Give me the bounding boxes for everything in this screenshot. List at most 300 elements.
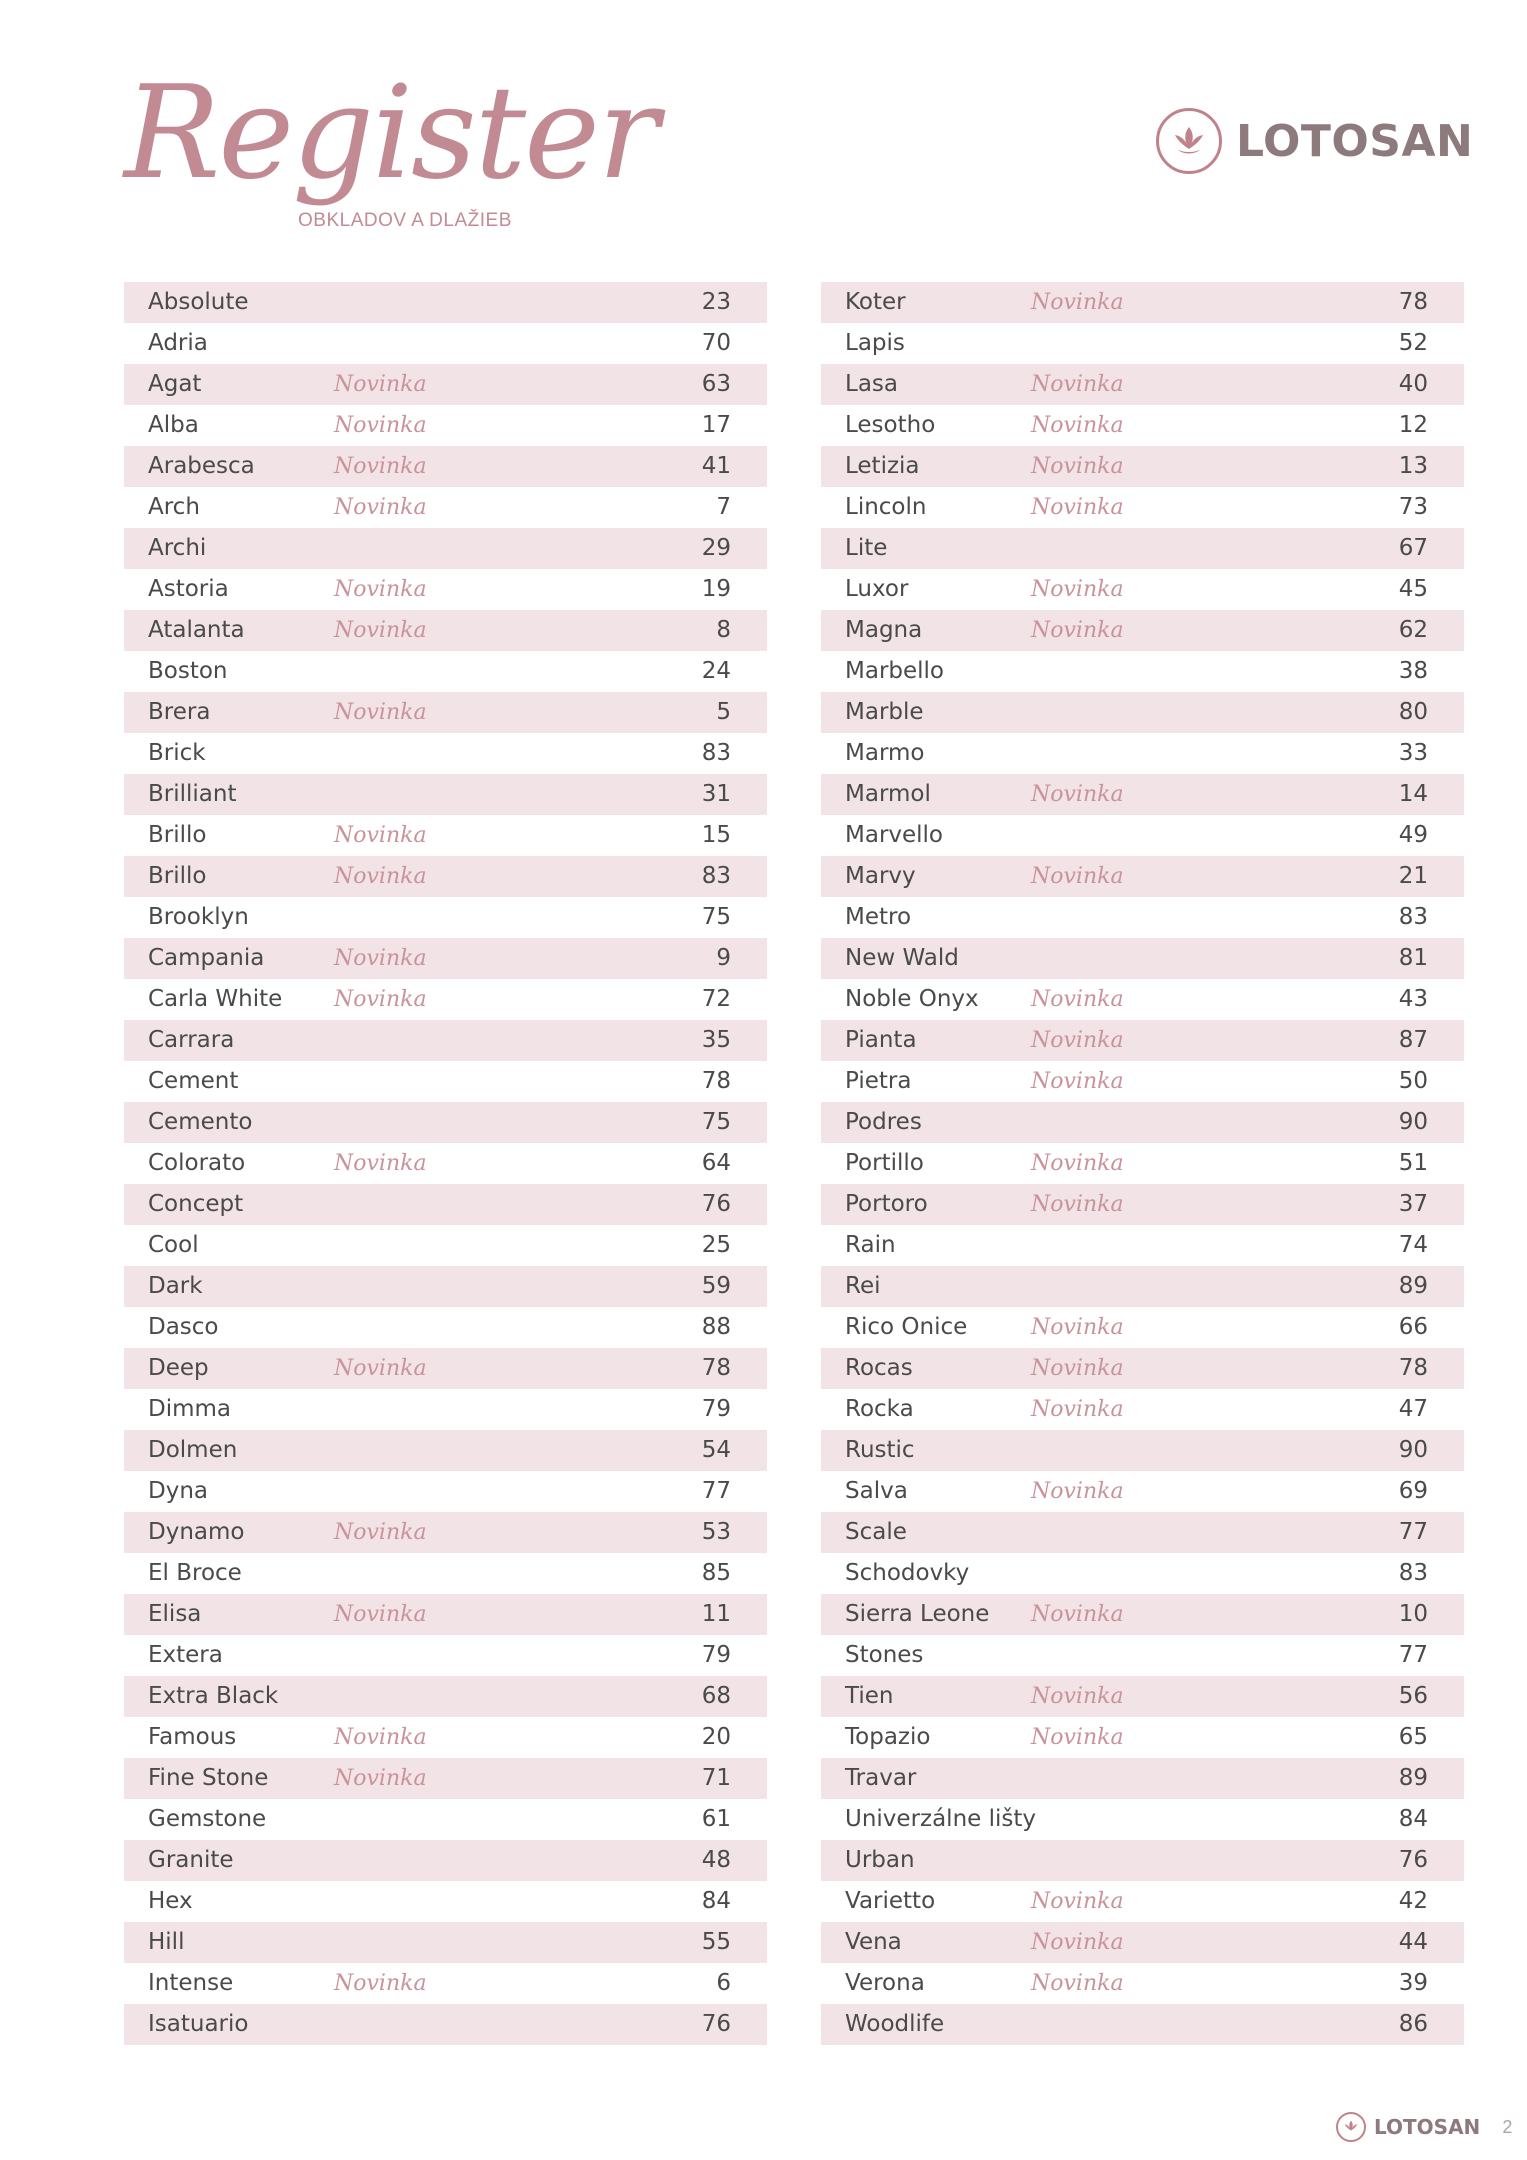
- page-number: 2: [1502, 2116, 1513, 2137]
- entry-page-number: 9: [716, 945, 731, 971]
- register-entry: [124, 1184, 767, 1225]
- entry-name: Brilliant: [148, 781, 237, 807]
- register-entry: [821, 1020, 1464, 1061]
- novinka-label: Novinka: [334, 1151, 427, 1176]
- entry-page-number: 78: [701, 1068, 731, 1094]
- register-entry: [821, 1266, 1464, 1307]
- entry-name: Noble Onyx: [845, 986, 979, 1012]
- entry-page-number: 81: [1398, 945, 1428, 971]
- register-entry: [124, 528, 767, 569]
- register-entry: [124, 774, 767, 815]
- entry-name: Adria: [148, 330, 208, 356]
- entry-page-number: 85: [701, 1560, 731, 1586]
- entry-name: Arabesca: [148, 453, 255, 479]
- register-entry: [821, 528, 1464, 569]
- entry-page-number: 13: [1398, 453, 1428, 479]
- entry-page-number: 25: [701, 1232, 731, 1258]
- entry-name: Marmol: [845, 781, 931, 807]
- entry-page-number: 80: [1398, 699, 1428, 725]
- register-entry: [124, 1840, 767, 1881]
- novinka-label: Novinka: [1031, 1930, 1124, 1955]
- entry-name: Salva: [845, 1478, 908, 1504]
- entry-page-number: 41: [701, 453, 731, 479]
- register-entry: [821, 1471, 1464, 1512]
- register-entry: [821, 1635, 1464, 1676]
- entry-name: Deep: [148, 1355, 209, 1381]
- entry-page-number: 44: [1398, 1929, 1428, 1955]
- page-subtitle: OBKLADOV A DLAŽIEB: [298, 210, 512, 231]
- register-entry: [821, 1307, 1464, 1348]
- entry-page-number: 35: [701, 1027, 731, 1053]
- register-entry: [124, 1758, 767, 1799]
- entry-page-number: 77: [701, 1478, 731, 1504]
- entry-name: Brooklyn: [148, 904, 249, 930]
- register-entry: [124, 1430, 767, 1471]
- entry-name: Letizia: [845, 453, 920, 479]
- entry-name: Gemstone: [148, 1806, 267, 1832]
- entry-page-number: 23: [701, 289, 731, 315]
- register-entry: [821, 1758, 1464, 1799]
- register-entry: [821, 1061, 1464, 1102]
- register-entry: [124, 1717, 767, 1758]
- novinka-label: Novinka: [1031, 454, 1124, 479]
- entry-name: Dyna: [148, 1478, 208, 1504]
- novinka-label: Novinka: [1031, 372, 1124, 397]
- register-entry: [821, 774, 1464, 815]
- entry-name: Cool: [148, 1232, 199, 1258]
- novinka-label: Novinka: [334, 372, 427, 397]
- entry-name: Pianta: [845, 1027, 917, 1053]
- entry-page-number: 53: [701, 1519, 731, 1545]
- register-entry: [124, 856, 767, 897]
- entry-page-number: 24: [701, 658, 731, 684]
- entry-page-number: 12: [1398, 412, 1428, 438]
- entry-name: Campania: [148, 945, 265, 971]
- register-entry: [124, 1020, 767, 1061]
- novinka-label: Novinka: [1031, 1684, 1124, 1709]
- register-right-column: [821, 282, 1464, 2045]
- entry-name: El Broce: [148, 1560, 242, 1586]
- entry-name: Portillo: [845, 1150, 924, 1176]
- entry-page-number: 88: [701, 1314, 731, 1340]
- entry-page-number: 10: [1398, 1601, 1428, 1627]
- register-entry: [124, 1348, 767, 1389]
- entry-name: Arch: [148, 494, 200, 520]
- entry-page-number: 19: [701, 576, 731, 602]
- entry-name: Alba: [148, 412, 199, 438]
- register-entry: [124, 1553, 767, 1594]
- entry-page-number: 40: [1398, 371, 1428, 397]
- entry-page-number: 31: [701, 781, 731, 807]
- register-entry: [124, 1389, 767, 1430]
- register-entry: [124, 815, 767, 856]
- register-entry: [124, 1061, 767, 1102]
- register-entry: [821, 1922, 1464, 1963]
- register-entry: [821, 1594, 1464, 1635]
- register-entry: [821, 364, 1464, 405]
- entry-name: Dasco: [148, 1314, 219, 1340]
- register-entry: [124, 1512, 767, 1553]
- entry-page-number: 89: [1398, 1765, 1428, 1791]
- novinka-label: Novinka: [334, 618, 427, 643]
- register-entry: [821, 1676, 1464, 1717]
- entry-name: Cemento: [148, 1109, 253, 1135]
- page-title: Register: [124, 59, 658, 208]
- register-entry: [124, 446, 767, 487]
- entry-name: Dolmen: [148, 1437, 238, 1463]
- entry-name: Verona: [845, 1970, 925, 1996]
- entry-page-number: 78: [701, 1355, 731, 1381]
- entry-name: Cement: [148, 1068, 239, 1094]
- entry-name: Marbello: [845, 658, 944, 684]
- novinka-label: Novinka: [1031, 864, 1124, 889]
- entry-page-number: 86: [1398, 2011, 1428, 2037]
- entry-name: Marvy: [845, 863, 916, 889]
- entry-page-number: 59: [701, 1273, 731, 1299]
- novinka-label: Novinka: [334, 495, 427, 520]
- register-entry: [124, 651, 767, 692]
- entry-name: Scale: [845, 1519, 907, 1545]
- entry-name: Atalanta: [148, 617, 245, 643]
- register-entry: [821, 979, 1464, 1020]
- entry-page-number: 52: [1398, 330, 1428, 356]
- brand-header: [1156, 108, 1473, 174]
- entry-page-number: 55: [701, 1929, 731, 1955]
- register-entry: [821, 569, 1464, 610]
- entry-page-number: 67: [1398, 535, 1428, 561]
- entry-page-number: 17: [701, 412, 731, 438]
- entry-name: Rico Onice: [845, 1314, 968, 1340]
- entry-page-number: 21: [1398, 863, 1428, 889]
- register-entry: [821, 487, 1464, 528]
- novinka-label: Novinka: [334, 1766, 427, 1791]
- register-entry: [821, 282, 1464, 323]
- entry-name: Intense: [148, 1970, 234, 1996]
- register-entry: [124, 692, 767, 733]
- entry-page-number: 5: [716, 699, 731, 725]
- entry-page-number: 65: [1398, 1724, 1428, 1750]
- register-entry: [124, 1307, 767, 1348]
- entry-name: Podres: [845, 1109, 922, 1135]
- novinka-label: Novinka: [334, 1602, 427, 1627]
- entry-name: Dynamo: [148, 1519, 245, 1545]
- entry-name: Concept: [148, 1191, 244, 1217]
- novinka-label: Novinka: [1031, 413, 1124, 438]
- entry-page-number: 11: [701, 1601, 731, 1627]
- register-entry: [821, 1553, 1464, 1594]
- entry-page-number: 45: [1398, 576, 1428, 602]
- novinka-label: Novinka: [1031, 577, 1124, 602]
- entry-page-number: 51: [1398, 1150, 1428, 1176]
- entry-page-number: 66: [1398, 1314, 1428, 1340]
- register-entry: [821, 1430, 1464, 1471]
- entry-page-number: 78: [1398, 289, 1428, 315]
- entry-page-number: 29: [701, 535, 731, 561]
- entry-page-number: 69: [1398, 1478, 1428, 1504]
- entry-page-number: 8: [716, 617, 731, 643]
- novinka-label: Novinka: [334, 1971, 427, 1996]
- register-entry: [124, 487, 767, 528]
- entry-page-number: 33: [1398, 740, 1428, 766]
- entry-page-number: 15: [701, 822, 731, 848]
- register-entry: [821, 323, 1464, 364]
- register-entry: [124, 1963, 767, 2004]
- novinka-label: Novinka: [1031, 1356, 1124, 1381]
- entry-name: Brillo: [148, 863, 207, 889]
- entry-name: Lite: [845, 535, 888, 561]
- entry-page-number: 50: [1398, 1068, 1428, 1094]
- entry-name: New Wald: [845, 945, 959, 971]
- entry-name: Colorato: [148, 1150, 246, 1176]
- register-entry: [821, 1881, 1464, 1922]
- entry-page-number: 83: [701, 740, 731, 766]
- entry-page-number: 38: [1398, 658, 1428, 684]
- entry-name: Fine Stone: [148, 1765, 269, 1791]
- entry-page-number: 78: [1398, 1355, 1428, 1381]
- entry-page-number: 84: [1398, 1806, 1428, 1832]
- register-entry: [124, 1266, 767, 1307]
- entry-page-number: 54: [701, 1437, 731, 1463]
- footer-brand: LOTOSAN: [1374, 2115, 1481, 2139]
- register-entry: [821, 733, 1464, 774]
- entry-page-number: 61: [701, 1806, 731, 1832]
- entry-page-number: 75: [701, 1109, 731, 1135]
- register-left-column: [124, 282, 767, 2045]
- register-entry: [821, 1717, 1464, 1758]
- entry-page-number: 89: [1398, 1273, 1428, 1299]
- register-entry: [821, 610, 1464, 651]
- entry-page-number: 68: [701, 1683, 731, 1709]
- entry-name: Portoro: [845, 1191, 928, 1217]
- novinka-label: Novinka: [1031, 1028, 1124, 1053]
- entry-page-number: 83: [1398, 1560, 1428, 1586]
- register-entry: [124, 897, 767, 938]
- entry-name: Lesotho: [845, 412, 936, 438]
- entry-page-number: 90: [1398, 1109, 1428, 1135]
- entry-name: Schodovky: [845, 1560, 970, 1586]
- register-entry: [821, 938, 1464, 979]
- register-entry: [821, 1225, 1464, 1266]
- novinka-label: Novinka: [334, 577, 427, 602]
- entry-name: Dark: [148, 1273, 203, 1299]
- entry-name: Brick: [148, 740, 206, 766]
- entry-name: Astoria: [148, 576, 229, 602]
- novinka-label: Novinka: [334, 413, 427, 438]
- entry-name: Rocas: [845, 1355, 913, 1381]
- entry-name: Brillo: [148, 822, 207, 848]
- register-entry: [124, 1922, 767, 1963]
- novinka-label: Novinka: [1031, 290, 1124, 315]
- novinka-label: Novinka: [334, 454, 427, 479]
- register-entry: [124, 1881, 767, 1922]
- novinka-label: Novinka: [334, 987, 427, 1012]
- entry-page-number: 56: [1398, 1683, 1428, 1709]
- register-entry: [124, 323, 767, 364]
- register-entry: [821, 1963, 1464, 2004]
- entry-name: Sierra Leone: [845, 1601, 990, 1627]
- entry-name: Archi: [148, 535, 207, 561]
- register-entry: [124, 1225, 767, 1266]
- entry-page-number: 14: [1398, 781, 1428, 807]
- entry-page-number: 42: [1398, 1888, 1428, 1914]
- entry-name: Elisa: [148, 1601, 202, 1627]
- entry-page-number: 77: [1398, 1519, 1428, 1545]
- register-entry: [821, 1348, 1464, 1389]
- novinka-label: Novinka: [1031, 1069, 1124, 1094]
- novinka-label: Novinka: [334, 1520, 427, 1545]
- entry-name: Urban: [845, 1847, 915, 1873]
- register-entry: [821, 1143, 1464, 1184]
- entry-name: Magna: [845, 617, 923, 643]
- entry-page-number: 87: [1398, 1027, 1428, 1053]
- entry-name: Lasa: [845, 371, 898, 397]
- register-entry: [821, 405, 1464, 446]
- entry-page-number: 77: [1398, 1642, 1428, 1668]
- entry-name: Absolute: [148, 289, 249, 315]
- brand-name: LOTOSAN: [1236, 115, 1474, 167]
- entry-name: Brera: [148, 699, 211, 725]
- entry-name: Luxor: [845, 576, 909, 602]
- entry-name: Agat: [148, 371, 202, 397]
- register-entry: [821, 897, 1464, 938]
- entry-page-number: 6: [716, 1970, 731, 1996]
- novinka-label: Novinka: [334, 864, 427, 889]
- entry-name: Isatuario: [148, 2011, 249, 2037]
- novinka-label: Novinka: [1031, 1397, 1124, 1422]
- entry-page-number: 84: [701, 1888, 731, 1914]
- entry-name: Extera: [148, 1642, 223, 1668]
- footer: [1336, 2112, 1512, 2142]
- entry-page-number: 83: [1398, 904, 1428, 930]
- entry-name: Rei: [845, 1273, 881, 1299]
- register-entry: [821, 2004, 1464, 2045]
- entry-page-number: 37: [1398, 1191, 1428, 1217]
- novinka-label: Novinka: [1031, 1971, 1124, 1996]
- entry-name: Rain: [845, 1232, 896, 1258]
- register-entry: [124, 938, 767, 979]
- register-entry: [821, 1102, 1464, 1143]
- entry-name: Famous: [148, 1724, 237, 1750]
- entry-page-number: 79: [701, 1642, 731, 1668]
- entry-name: Stones: [845, 1642, 924, 1668]
- novinka-label: Novinka: [1031, 1151, 1124, 1176]
- register-entry: [124, 2004, 767, 2045]
- entry-name: Carla White: [148, 986, 283, 1012]
- novinka-label: Novinka: [1031, 1192, 1124, 1217]
- register-entry: [124, 1594, 767, 1635]
- register-entry: [124, 1799, 767, 1840]
- entry-name: Pietra: [845, 1068, 912, 1094]
- novinka-label: Novinka: [1031, 1889, 1124, 1914]
- novinka-label: Novinka: [1031, 618, 1124, 643]
- entry-page-number: 70: [701, 330, 731, 356]
- novinka-label: Novinka: [334, 823, 427, 848]
- entry-name: Boston: [148, 658, 228, 684]
- entry-name: Rocka: [845, 1396, 914, 1422]
- entry-name: Carrara: [148, 1027, 235, 1053]
- entry-page-number: 43: [1398, 986, 1428, 1012]
- register-entry: [821, 1184, 1464, 1225]
- register-entry: [124, 364, 767, 405]
- entry-name: Hex: [148, 1888, 193, 1914]
- entry-name: Topazio: [845, 1724, 931, 1750]
- lotus-icon: [1156, 108, 1222, 174]
- entry-name: Koter: [845, 289, 906, 315]
- register-entry: [821, 692, 1464, 733]
- register-entry: [124, 1102, 767, 1143]
- register-entry: [821, 856, 1464, 897]
- register-entry: [124, 282, 767, 323]
- register-entry: [124, 569, 767, 610]
- register-entry: [124, 1635, 767, 1676]
- entry-page-number: 71: [701, 1765, 731, 1791]
- entry-page-number: 90: [1398, 1437, 1428, 1463]
- entry-name: Travar: [845, 1765, 917, 1791]
- entry-name: Extra Black: [148, 1683, 279, 1709]
- register-entry: [124, 1143, 767, 1184]
- register-entry: [821, 1389, 1464, 1430]
- register-entry: [821, 651, 1464, 692]
- register-entry: [124, 1676, 767, 1717]
- novinka-label: Novinka: [334, 700, 427, 725]
- novinka-label: Novinka: [1031, 1725, 1124, 1750]
- novinka-label: Novinka: [334, 1356, 427, 1381]
- register-entry: [821, 446, 1464, 487]
- register-entry: [124, 610, 767, 651]
- novinka-label: Novinka: [1031, 1602, 1124, 1627]
- register-entry: [124, 405, 767, 446]
- entry-name: Vena: [845, 1929, 902, 1955]
- register-entry: [821, 1799, 1464, 1840]
- entry-name: Lapis: [845, 330, 905, 356]
- entry-page-number: 64: [701, 1150, 731, 1176]
- entry-name: Marmo: [845, 740, 925, 766]
- entry-page-number: 74: [1398, 1232, 1428, 1258]
- entry-page-number: 72: [701, 986, 731, 1012]
- entry-name: Univerzálne lišty: [845, 1806, 1037, 1832]
- entry-page-number: 76: [1398, 1847, 1428, 1873]
- entry-page-number: 39: [1398, 1970, 1428, 1996]
- novinka-label: Novinka: [1031, 987, 1124, 1012]
- entry-name: Marble: [845, 699, 924, 725]
- entry-page-number: 76: [701, 2011, 731, 2037]
- entry-page-number: 83: [701, 863, 731, 889]
- register-entry: [124, 733, 767, 774]
- entry-name: Metro: [845, 904, 912, 930]
- entry-page-number: 63: [701, 371, 731, 397]
- register-entry: [124, 1471, 767, 1512]
- novinka-label: Novinka: [1031, 782, 1124, 807]
- entry-page-number: 79: [701, 1396, 731, 1422]
- entry-name: Rustic: [845, 1437, 915, 1463]
- entry-page-number: 75: [701, 904, 731, 930]
- entry-page-number: 20: [701, 1724, 731, 1750]
- novinka-label: Novinka: [1031, 1315, 1124, 1340]
- entry-page-number: 76: [701, 1191, 731, 1217]
- entry-page-number: 73: [1398, 494, 1428, 520]
- register-entry: [124, 979, 767, 1020]
- register-entry: [821, 1512, 1464, 1553]
- entry-name: Marvello: [845, 822, 944, 848]
- entry-page-number: 62: [1398, 617, 1428, 643]
- lotus-icon: [1336, 2112, 1366, 2142]
- entry-name: Granite: [148, 1847, 234, 1873]
- entry-page-number: 47: [1398, 1396, 1428, 1422]
- novinka-label: Novinka: [1031, 1479, 1124, 1504]
- novinka-label: Novinka: [1031, 495, 1124, 520]
- novinka-label: Novinka: [334, 946, 427, 971]
- entry-name: Woodlife: [845, 2011, 945, 2037]
